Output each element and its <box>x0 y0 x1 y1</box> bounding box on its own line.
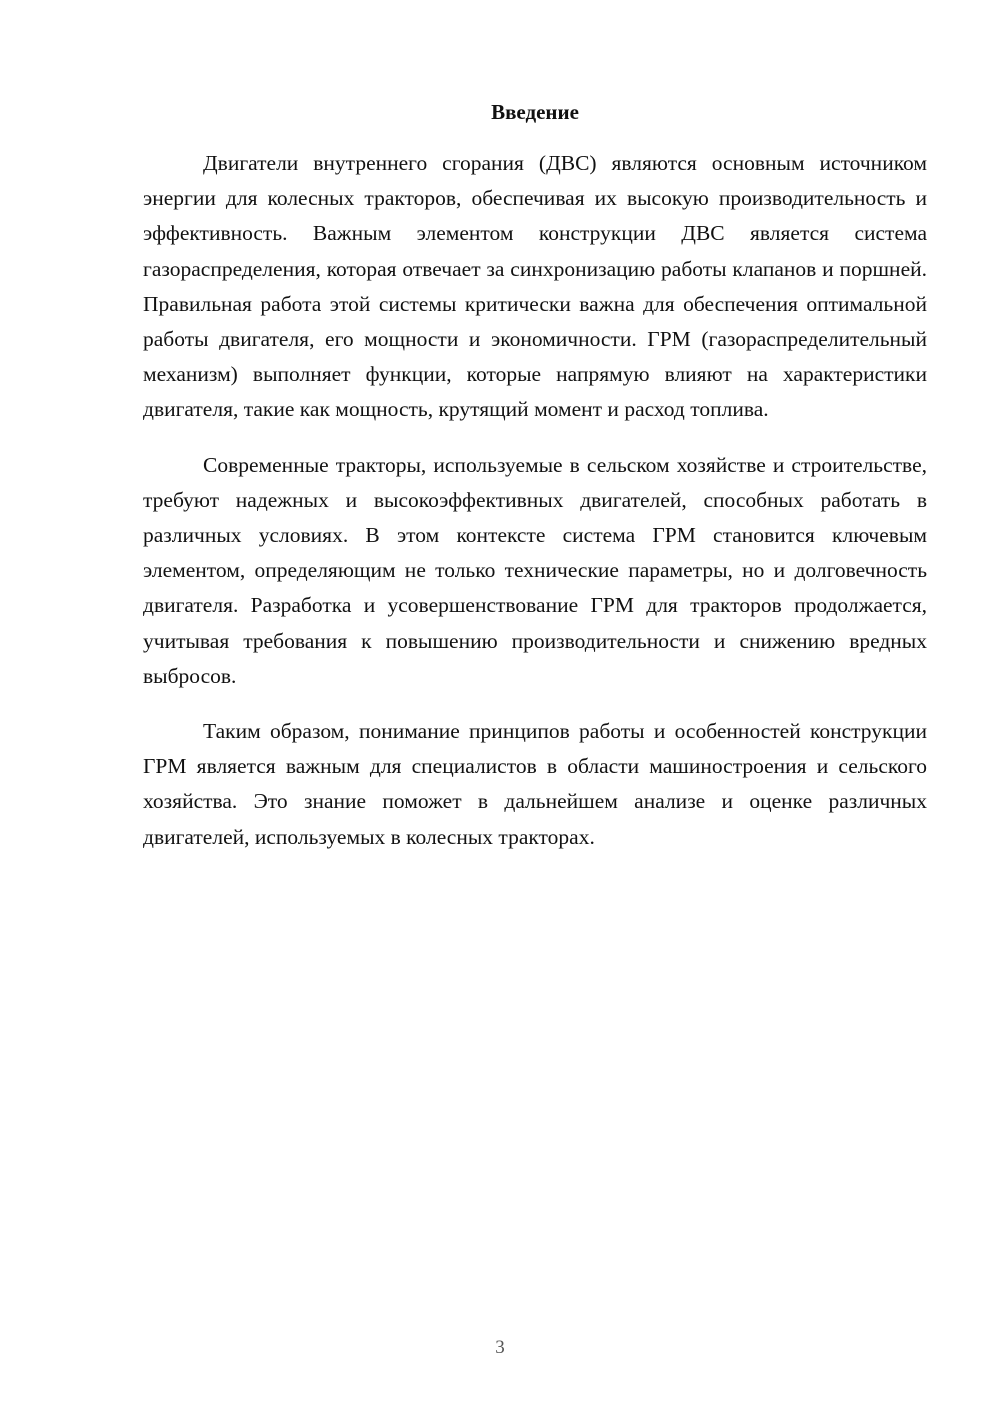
paragraph-3: Таким образом, понимание принципов работы и особенностей конструкции ГРМ является важным для специалистов в области машиностроения и сельского хозяйства. Это знание поможет в дальнейшем анализе и оценке различных двигателей, используемых в колесных тракторах. <box>143 719 927 849</box>
page-content <box>143 98 927 875</box>
paragraph-1: Двигатели внутреннего сгорания (ДВС) являются основным источником энергии для колесных тракторов, обеспечивая их высокую производительность и эффективность. Важным элементом конструкции ДВС является система газораспределения, которая отвечает за синхронизацию работы клапанов и поршней. Правильная работа этой системы критически важна для обеспечения оптимальной работы двигателя, его мощности и экономичности. ГРМ (газораспределительный механизм) выполняет функции, которые напрямую влияют на характеристики двигателя, такие как мощность, крутящий момент и расход топлива. <box>143 151 927 422</box>
page-number: 3 <box>495 1337 505 1358</box>
paragraph-2: Современные тракторы, используемые в сельском хозяйстве и строительстве, требуют надежных и высокоэффективных двигателей, способных работать в различных условиях. В этом контексте система ГРМ становится ключевым элементом, определяющим не только технические параметры, но и долговечность двигателя. Разработка и усовершенствование ГРМ для тракторов продолжается, учитывая требования к повышению производительности и снижению вредных выбросов. <box>143 452 927 688</box>
section-heading: Введение <box>491 100 579 124</box>
